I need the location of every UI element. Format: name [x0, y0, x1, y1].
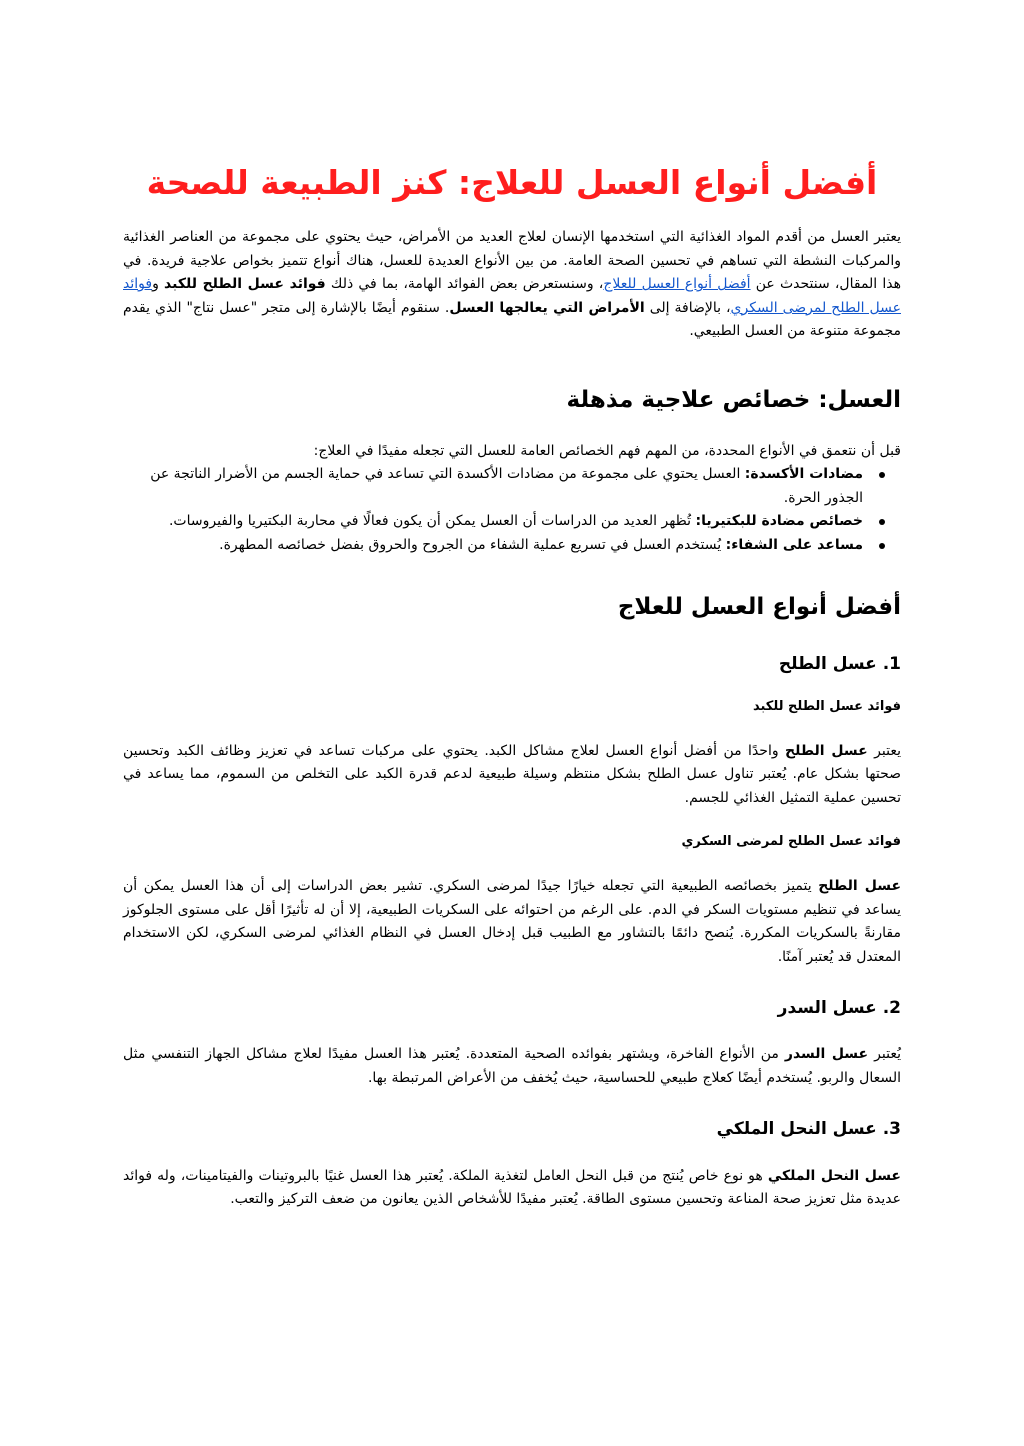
- list-item-title: خصائص مضادة للبكتيريا:: [695, 513, 863, 530]
- list-item-title: مساعد على الشفاء:: [725, 536, 863, 553]
- properties-list: [123, 463, 901, 557]
- list-item: [123, 463, 877, 510]
- section-properties-intro: قبل أن نتعمق في الأنواع المحددة، من المهم فهم الخصائص العامة للعسل التي تجعله مفيدًا في العلاج:: [313, 442, 901, 459]
- royal-text: هو نوع خاص يُنتج من قبل النحل العامل لتغذية الملكة. يُعتبر هذا العسل غنيًا بالبروتينات والفيتامينات، وله فوائد عديدة مثل تعزيز صحة المناعة وتحسين مستوى الطاقة. يُعتبر مفيدًا للأشخاص الذين يعانون من ضعف التركيز والتعب.: [123, 1167, 901, 1208]
- list-item-text: تُظهر العديد من الدراسات أن العسل يمكن أن يكون فعالًا في محاربة البكتيريا والفيروسات.: [168, 513, 696, 530]
- intro-text-2: ، وسنستعرض بعض الفوائد الهامة، بما في ذلك: [325, 276, 604, 293]
- page-title: أفضل أنواع العسل للعلاج: كنز الطبيعة للصحة: [146, 163, 878, 202]
- list-item-text: العسل يحتوي على مجموعة من مضادات الأكسدة التي تساعد في حماية الجسم من الأضرار الناتجة عن الجذور الحرة.: [150, 466, 863, 506]
- section-heading-properties: العسل: خصائص علاجية مذهلة: [566, 386, 901, 413]
- section-heading-best-types: أفضل أنواع العسل للعلاج: [617, 594, 901, 621]
- intro-bold-liver: فوائد عسل الطلح للكبد: [164, 276, 326, 293]
- royal-bold: عسل النحل الملكي: [767, 1167, 901, 1184]
- talh-liver-bold: عسل الطلح: [785, 742, 868, 759]
- subheading-talh: 1. عسل الطلح: [778, 653, 901, 674]
- list-item: [123, 510, 877, 534]
- talh-diabetes-bold: عسل الطلح: [818, 878, 902, 895]
- link-best-honey-types[interactable]: أفضل أنواع العسل للعلاج: [603, 276, 751, 293]
- sidr-paragraph: [123, 1043, 901, 1090]
- subheading-talh-diabetes: فوائد عسل الطلح لمرضى السكري: [681, 834, 901, 850]
- intro-text-3: و: [152, 276, 165, 293]
- talh-diabetes-paragraph: [123, 875, 901, 969]
- sidr-text: من الأنواع الفاخرة، ويشتهر بفوائده الصحية المتعددة. يُعتبر هذا العسل مفيدًا لعلاج مشاكل الجهاز التنفسي مثل السعال والربو. يُستخدم أيضًا كعلاج طبيعي للحساسية، حيث يُخفف من الأعراض المرتبطة بها.: [123, 1046, 901, 1086]
- talh-liver-pre: يعتبر: [867, 742, 902, 759]
- subheading-sidr: 2. عسل السدر: [777, 998, 901, 1019]
- intro-bold-diseases: الأمراض التي يعالجها العسل: [449, 299, 645, 316]
- subheading-royal: 3. عسل النحل الملكي: [716, 1119, 901, 1140]
- intro-text-5: . سنقوم أيضًا بالإشارة إلى متجر "عسل نتاج" الذي يقدم مجموعة متنوعة من العسل الطبيعي.: [123, 299, 901, 340]
- royal-paragraph: [123, 1165, 901, 1212]
- bullet-icon: [879, 543, 885, 549]
- intro-paragraph: [123, 226, 901, 344]
- talh-liver-paragraph: [123, 740, 901, 811]
- subheading-talh-liver: فوائد عسل الطلح للكبد: [752, 699, 901, 715]
- talh-liver-text: واحدًا من أفضل أنواع العسل لعلاج مشاكل الكبد. يحتوي على مركبات تساعد في تعزيز وظائف الكبد وتحسين صحتها بشكل عام. يُعتبر تناول عسل الطلح بشكل منتظم وسيلة طبيعية لدعم قدرة الكبد على التخلص من السموم، مما يساعد في تحسين عملية التمثيل الغذائي للجسم.: [123, 742, 901, 806]
- list-item-title: مضادات الأكسدة:: [744, 466, 863, 483]
- talh-diabetes-text: يتميز بخصائصه الطبيعية التي تجعله خيارًا جيدًا لمرضى السكري. تشير بعض الدراسات إلى أن هذا العسل يمكن أن يساعد في تنظيم مستويات السكر في الدم. على الرغم من احتوائه على السكريات الطبيعية، إلا أن له تأثيرًا أقل على مستوى الجلوكوز مقارنةً بالسكريات المكررة. يُنصح دائمًا بالتشاور مع الطبيب قبل إدخال العسل في النظام الغذائي لمرضى السكري، لكن الاستخدام المعتدل قد يُعتبر آمنًا.: [123, 878, 901, 965]
- list-item: [123, 534, 877, 558]
- list-item-text: يُستخدم العسل في تسريع عملية الشفاء من الجروح والحروق بفضل خصائصه المطهرة.: [219, 536, 726, 553]
- link-talh-diabetes[interactable]: فوائد عسل الطلح لمرضى السكري: [123, 276, 901, 316]
- intro-text-4: ، بالإضافة إلى: [644, 299, 731, 316]
- sidr-bold: عسل السدر: [784, 1046, 869, 1063]
- sidr-pre: يُعتبر: [868, 1046, 901, 1063]
- intro-text-1: يعتبر العسل من أقدم المواد الغذائية التي استخدمها الإنسان لعلاج العديد من الأمراض، حيث يحتوي على مجموعة من العناصر الغذائية والمركبات النشطة التي تساهم في تحسين الصحة العامة. من بين الأنواع العديدة للعسل، هناك أنواع تتميز بخواص علاجية فريدة. في هذا المقال، سنتحدث عن: [123, 229, 902, 293]
- bullet-icon: [879, 472, 885, 478]
- bullet-icon: [879, 519, 885, 525]
